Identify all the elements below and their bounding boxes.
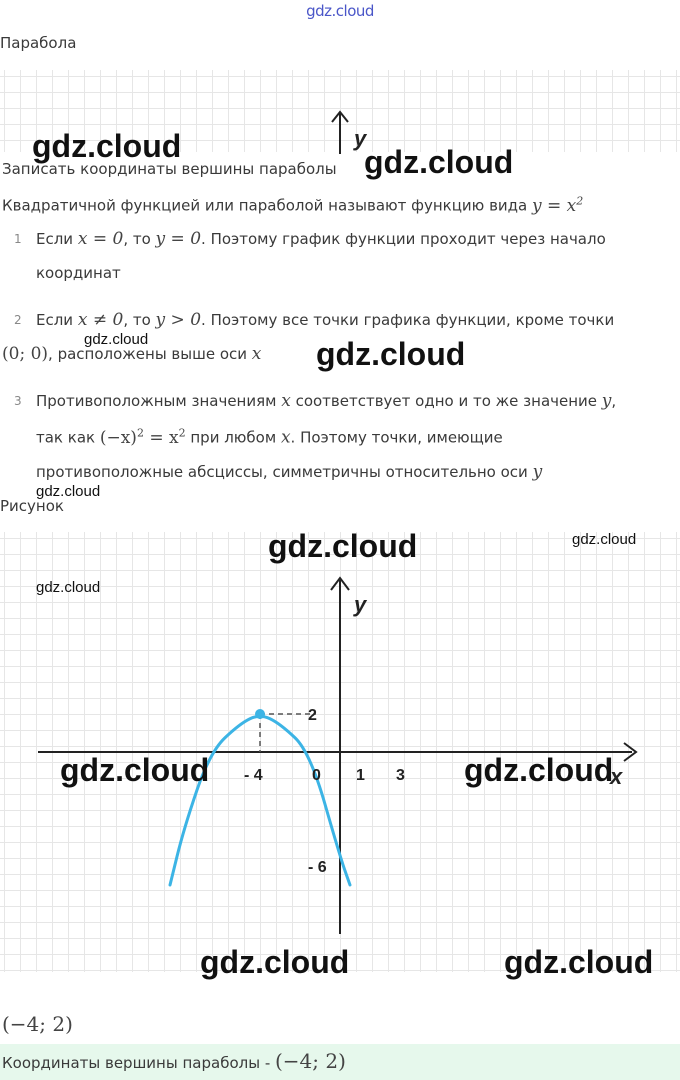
step-number: 2 xyxy=(14,313,22,327)
watermark: gdz.cloud xyxy=(268,528,418,564)
formula-base: y = x xyxy=(532,195,577,216)
watermark: gdz.cloud xyxy=(316,336,466,372)
watermark: gdz.cloud xyxy=(464,752,614,788)
y-tick-label: 2 xyxy=(308,707,317,724)
step-text: . Поэтому точки, имеющие xyxy=(290,428,503,447)
step-text: так как xyxy=(36,428,100,447)
result-line xyxy=(2,1049,346,1073)
y-axis-label: y xyxy=(354,592,367,617)
step-1-line-2: координат xyxy=(36,264,121,282)
watermark: gdz.cloud xyxy=(60,752,210,788)
watermark: gdz.cloud xyxy=(36,579,101,596)
step-3-line-2 xyxy=(36,426,503,448)
step-condition: x ≠ 0 xyxy=(77,310,124,330)
step-number: 1 xyxy=(14,232,22,246)
step-result: y > 0 xyxy=(155,310,202,330)
step-3-line-3 xyxy=(36,462,542,482)
top-axis-label: y xyxy=(354,126,367,151)
x-tick-label: 3 xyxy=(396,767,405,784)
step-3-line-1 xyxy=(36,391,616,411)
step-text: соответствует одно и то же значение xyxy=(290,392,602,410)
step-text: Противоположным значениям xyxy=(36,392,282,410)
vertex-point xyxy=(255,709,265,719)
result-label: Координаты вершины параболы - xyxy=(2,1054,275,1072)
formula-part: (−x) xyxy=(99,427,137,448)
step-text: Если xyxy=(36,230,78,248)
step-number: 3 xyxy=(14,394,22,408)
x-axis-label: x xyxy=(610,764,623,789)
page-heading: Парабола xyxy=(0,34,77,52)
step-text: Если xyxy=(36,311,78,329)
watermark: gdz.cloud xyxy=(504,944,654,980)
step-text: , xyxy=(611,392,617,410)
watermark: gdz.cloud xyxy=(32,128,182,164)
variable-x: x xyxy=(281,391,291,411)
x-tick-label: 0 xyxy=(312,767,321,784)
variable-y: y xyxy=(532,462,543,482)
x-tick-label: - 4 xyxy=(244,767,263,784)
step-text: , то xyxy=(123,230,156,248)
step-2-line-1 xyxy=(36,310,614,330)
task-text: Записать координаты вершины параболы xyxy=(2,160,337,178)
variable-x: x xyxy=(280,427,291,448)
step-text: . Поэтому график функции проходит через начало xyxy=(201,230,606,248)
axis-name: x xyxy=(251,344,262,364)
watermark: gdz.cloud xyxy=(84,331,149,348)
formula-exponent: 2 xyxy=(576,194,584,207)
watermark: gdz.cloud xyxy=(364,144,514,180)
origin-point: (0; 0) xyxy=(2,344,49,364)
answer-text: (−4; 2) xyxy=(2,1012,73,1036)
step-text: при любом xyxy=(185,428,281,447)
definition-formula xyxy=(532,196,583,216)
definition-line xyxy=(2,194,583,216)
definition-text: Квадратичной функцией или параболой называют функцию вида xyxy=(2,196,532,215)
site-link[interactable]: gdz.cloud xyxy=(306,2,374,20)
watermark: gdz.cloud xyxy=(36,483,101,500)
step-text: противоположные абсциссы, симметричны относительно оси xyxy=(36,463,533,481)
formula-part: = x xyxy=(143,427,179,448)
step-text: , то xyxy=(123,311,156,329)
variable-y: y xyxy=(601,391,612,411)
x-tick-label: 1 xyxy=(356,767,365,784)
y-tick-label: - 6 xyxy=(308,859,327,876)
formula-exponent: 2 xyxy=(136,426,144,439)
watermark: gdz.cloud xyxy=(572,531,637,548)
step-text: . Поэтому все точки графика функции, кроме точки xyxy=(201,311,615,329)
step-1-line-1 xyxy=(36,229,606,249)
step-result: y = 0 xyxy=(155,229,202,249)
figure-caption: Рисунок xyxy=(0,497,64,515)
formula-exponent: 2 xyxy=(178,426,186,439)
watermark: gdz.cloud xyxy=(200,944,350,980)
result-value: (−4; 2) xyxy=(275,1049,346,1073)
step-condition: x = 0 xyxy=(77,229,124,249)
step-text: , расположены выше оси xyxy=(48,345,252,363)
